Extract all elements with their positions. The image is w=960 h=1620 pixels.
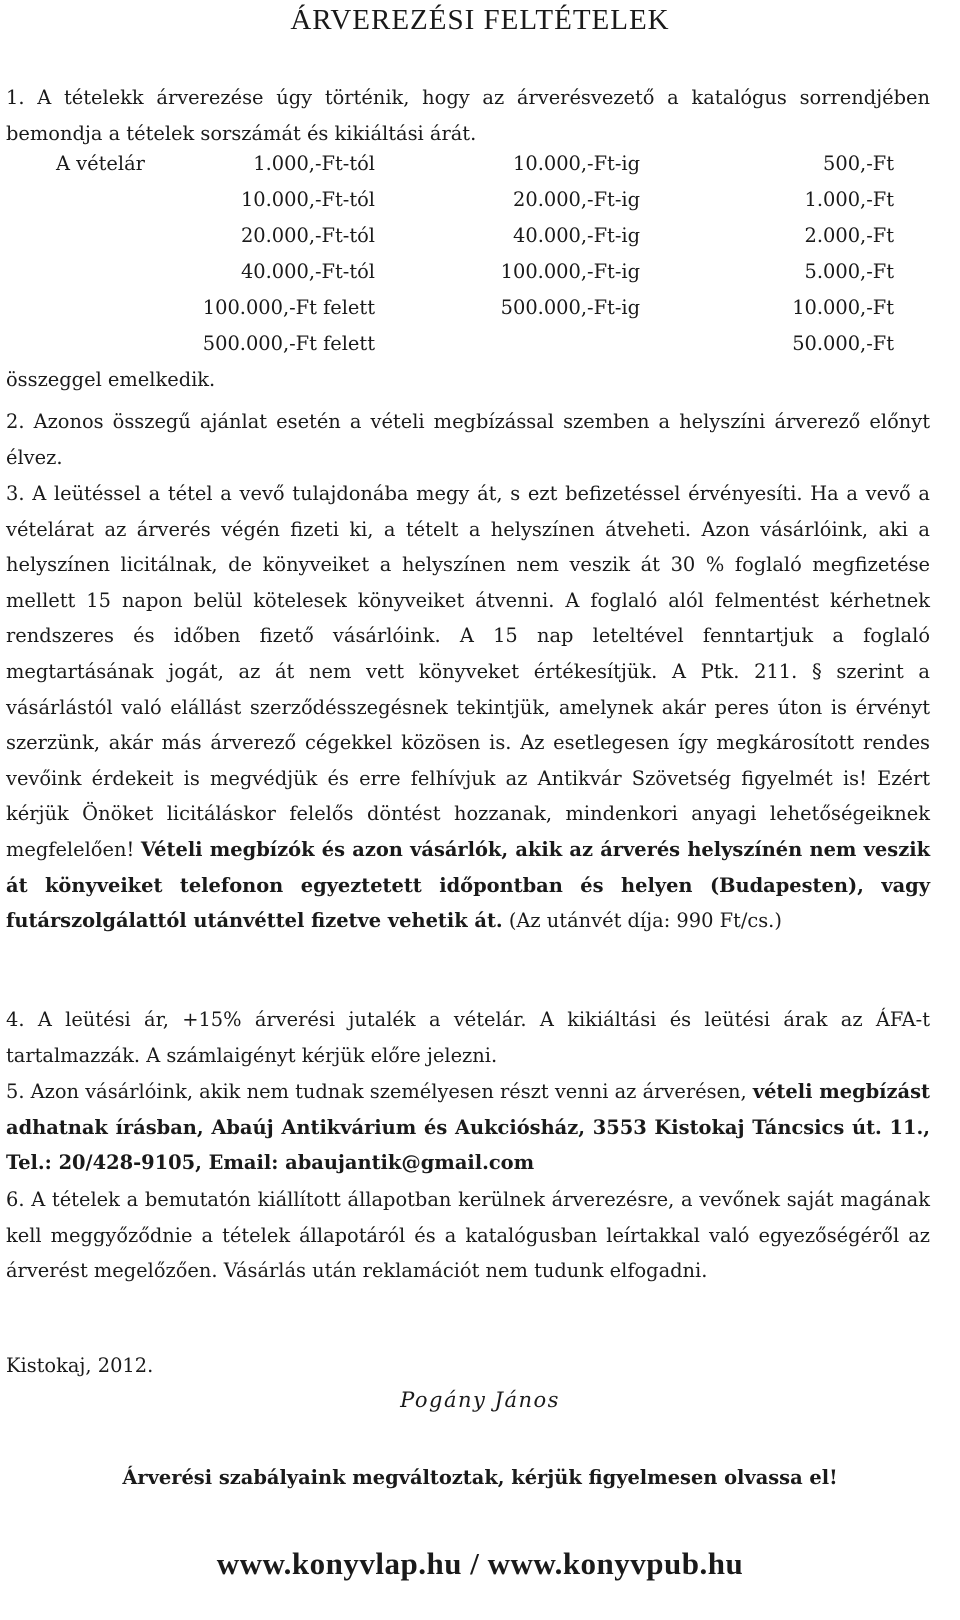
price-row-5 bbox=[6, 296, 930, 332]
price-step: 1.000,-Ft bbox=[804, 188, 894, 211]
paragraph-5 bbox=[6, 1074, 930, 1181]
paragraph-5-bold: vételi megbízást adhatnak írásban, Abaúj Antikvárium és Aukciósház, 3553 Kistokaj Táncsics út. 11., Tel.: 20/428-9105, Email: abaujantik@gmail.com bbox=[6, 1080, 930, 1175]
price-to: 100.000,-Ft-ig bbox=[500, 260, 640, 283]
price-to: 40.000,-Ft-ig bbox=[513, 224, 640, 247]
place-date: Kistokaj, 2012. bbox=[6, 1354, 154, 1377]
paragraph-4: 4. A leütési ár, +15% árverési jutalék a vételár. A kikiáltási és leütési árak az ÁFA-t tartalmazzák. A számlaigényt kérjük előre jelezni. bbox=[6, 1008, 930, 1067]
price-row-6 bbox=[6, 332, 930, 368]
price-table-tail-row bbox=[6, 368, 930, 404]
price-from: 100.000,-Ft felett bbox=[202, 296, 375, 319]
price-table-lead: A vételár bbox=[56, 152, 145, 175]
price-row-1 bbox=[6, 152, 930, 188]
paragraph-2: 2. Azonos összegű ajánlat esetén a vételi megbízással szemben a helyszíni árverező előnyt élvez. bbox=[6, 410, 930, 469]
price-step: 10.000,-Ft bbox=[792, 296, 894, 319]
website-urls: www.konyvlap.hu / www.konyvpub.hu bbox=[216, 1546, 744, 1581]
price-row-3 bbox=[6, 224, 930, 260]
price-table-tail: összeggel emelkedik. bbox=[6, 368, 216, 391]
price-from: 20.000,-Ft-tól bbox=[240, 224, 375, 247]
price-to: 10.000,-Ft-ig bbox=[513, 152, 640, 175]
price-from: 1.000,-Ft-tól bbox=[253, 152, 375, 175]
price-to: 500.000,-Ft-ig bbox=[500, 296, 640, 319]
price-from: 500.000,-Ft felett bbox=[202, 332, 375, 355]
paragraph-6: 6. A tételek a bemutatón kiállított állapotban kerülnek árverezésre, a vevőnek saját magának kell meggyőződnie a tételek állapotáról és a katalógusban leírtakkal való egyezőségéről az árverést megelőzően. Vásárlás után reklamációt nem tudunk elfogadni. bbox=[6, 1188, 930, 1283]
signature: Pogány János bbox=[400, 1388, 560, 1412]
price-step: 5.000,-Ft bbox=[804, 260, 894, 283]
paragraph-3-tail: (Az utánvét díja: 990 Ft/cs.) bbox=[508, 909, 782, 933]
paragraph-3 bbox=[6, 476, 930, 939]
price-step: 500,-Ft bbox=[823, 152, 894, 175]
paragraph-3-bold: Vételi megbízók és azon vásárlók, akik az árverés helyszínén nem veszik át könyveiket telefonon egyeztetett időpontban és helyen (Budapesten), vagy futárszolgálattól utánvéttel fizetve vehetik át. bbox=[6, 837, 931, 933]
price-step: 2.000,-Ft bbox=[804, 224, 894, 247]
price-row-2 bbox=[6, 188, 930, 224]
notice: Árverési szabályaink megváltoztak, kérjük figyelmesen olvassa el! bbox=[122, 1466, 838, 1489]
price-step: 50.000,-Ft bbox=[792, 332, 894, 355]
price-row-4 bbox=[6, 260, 930, 296]
page-title: ÁRVEREZÉSI FELTÉTELEK bbox=[290, 4, 670, 36]
paragraph-3-text: 3. A leütéssel a tétel a vevő tulajdonába megy át, s ezt befizetéssel érvényesíti. Ha a vevő a vételárat az árverés végén fizeti ki, a tételt a helyszínen átveheti. Azon vásárlóink, aki a helyszínen licitálnak, de könyveiket a helyszínen nem veszik át 30 % foglaló megfizetése mellett 15 napon belül kötelesek könyveiket átvenni. A foglaló alól felmentést kérhetnek rendszeres és időben fizető vásárlóink. A 15 nap leteltével fenntartjuk a foglaló megtartásának jogát, az át nem vett könyveket értékesítjük. A Ptk. 211. § szerint a vásárlástól való elállást szerződésszegésnek tekintjük, amelynek akár peres úton is érvényt szerzünk, akár más árverező cégekkel közösen is. Az esetlegesen így megkárosított rendes vevőink érdekeit is megvédjük és erre felhívjuk az Antikvár Szövetség figyelmét is! Ezért kérjük Önöket licitáláskor felelős döntést hozzanak, mindenkori anyagi lehetőségeiknek megfelelően! bbox=[6, 482, 930, 861]
price-from: 40.000,-Ft-tól bbox=[240, 260, 375, 283]
price-to: 20.000,-Ft-ig bbox=[513, 188, 640, 211]
paragraph-1: 1. A tételekk árverezése úgy történik, hogy az árverésvezető a katalógus sorrendjében bemondja a tételek sorszámát és kikiáltási árát. bbox=[6, 86, 930, 145]
price-from: 10.000,-Ft-tól bbox=[240, 188, 375, 211]
paragraph-5-text: 5. Azon vásárlóink, akik nem tudnak személyesen részt venni az árverésen, bbox=[6, 1080, 747, 1103]
